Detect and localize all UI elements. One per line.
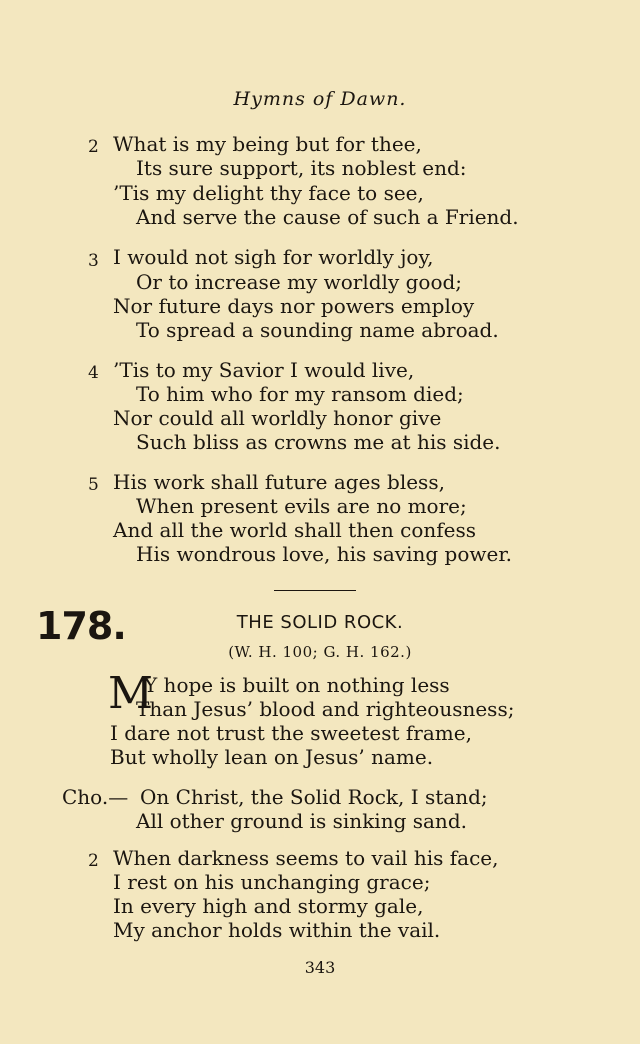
verse-line: I dare not trust the sweetest frame, xyxy=(110,721,472,745)
verse-line: And serve the cause of such a Friend. xyxy=(136,205,519,229)
verse-line: My anchor holds within the vail. xyxy=(113,918,441,942)
chorus-line: On Christ, the Solid Rock, I stand; xyxy=(140,785,488,809)
verse-line: Its sure support, its noblest end: xyxy=(136,156,467,180)
chorus-line: All other ground is sinking sand. xyxy=(136,809,467,833)
verse-line: His work shall future ages bless, xyxy=(113,470,445,494)
verse-line: In every high and stormy gale, xyxy=(113,894,424,918)
verse-line: Or to increase my worldly good; xyxy=(136,270,463,294)
drop-cap: M xyxy=(108,668,154,719)
verse-line: When darkness seems to vail his face, xyxy=(113,846,499,870)
verse-number: 4 xyxy=(88,363,99,383)
verse-number: 5 xyxy=(88,475,99,495)
verse-line: Such bliss as crowns me at his side. xyxy=(136,430,501,454)
verse-line: What is my being but for thee, xyxy=(113,132,422,156)
verse-line: And all the world shall then confess xyxy=(113,518,477,542)
verse-line: I rest on his unchanging grace; xyxy=(113,870,431,894)
verse-line: Y hope is built on nothing less xyxy=(144,673,450,697)
verse-number: 3 xyxy=(88,251,99,271)
chorus-label: Cho.— xyxy=(62,785,129,809)
section-divider xyxy=(274,590,356,591)
page-number: 343 xyxy=(304,958,336,977)
verse-line: ’Tis my delight thy face to see, xyxy=(113,181,424,205)
verse-line: To spread a sounding name abroad. xyxy=(136,318,499,342)
running-header: Hymns of Dawn. xyxy=(233,88,407,110)
verse-line: Than Jesus’ blood and righteousness; xyxy=(136,697,515,721)
hymn-reference: (W. H. 100; G. H. 162.) xyxy=(228,643,412,661)
verse-line: I would not sigh for worldly joy, xyxy=(113,245,434,269)
verse-line: Nor could all worldly honor give xyxy=(113,406,442,430)
verse-line: ’Tis to my Savior I would live, xyxy=(113,358,415,382)
verse-line: His wondrous love, his saving power. xyxy=(136,542,513,566)
verse-number: 2 xyxy=(88,137,99,157)
verse-number: 2 xyxy=(88,851,99,871)
verse-line: When present evils are no more; xyxy=(136,494,467,518)
hymn-title: THE SOLID ROCK. xyxy=(236,612,404,633)
hymn-number: 178. xyxy=(36,604,126,648)
verse-line: Nor future days nor powers employ xyxy=(113,294,475,318)
verse-line: To him who for my ransom died; xyxy=(136,382,464,406)
verse-line: But wholly lean on Jesus’ name. xyxy=(110,745,434,769)
